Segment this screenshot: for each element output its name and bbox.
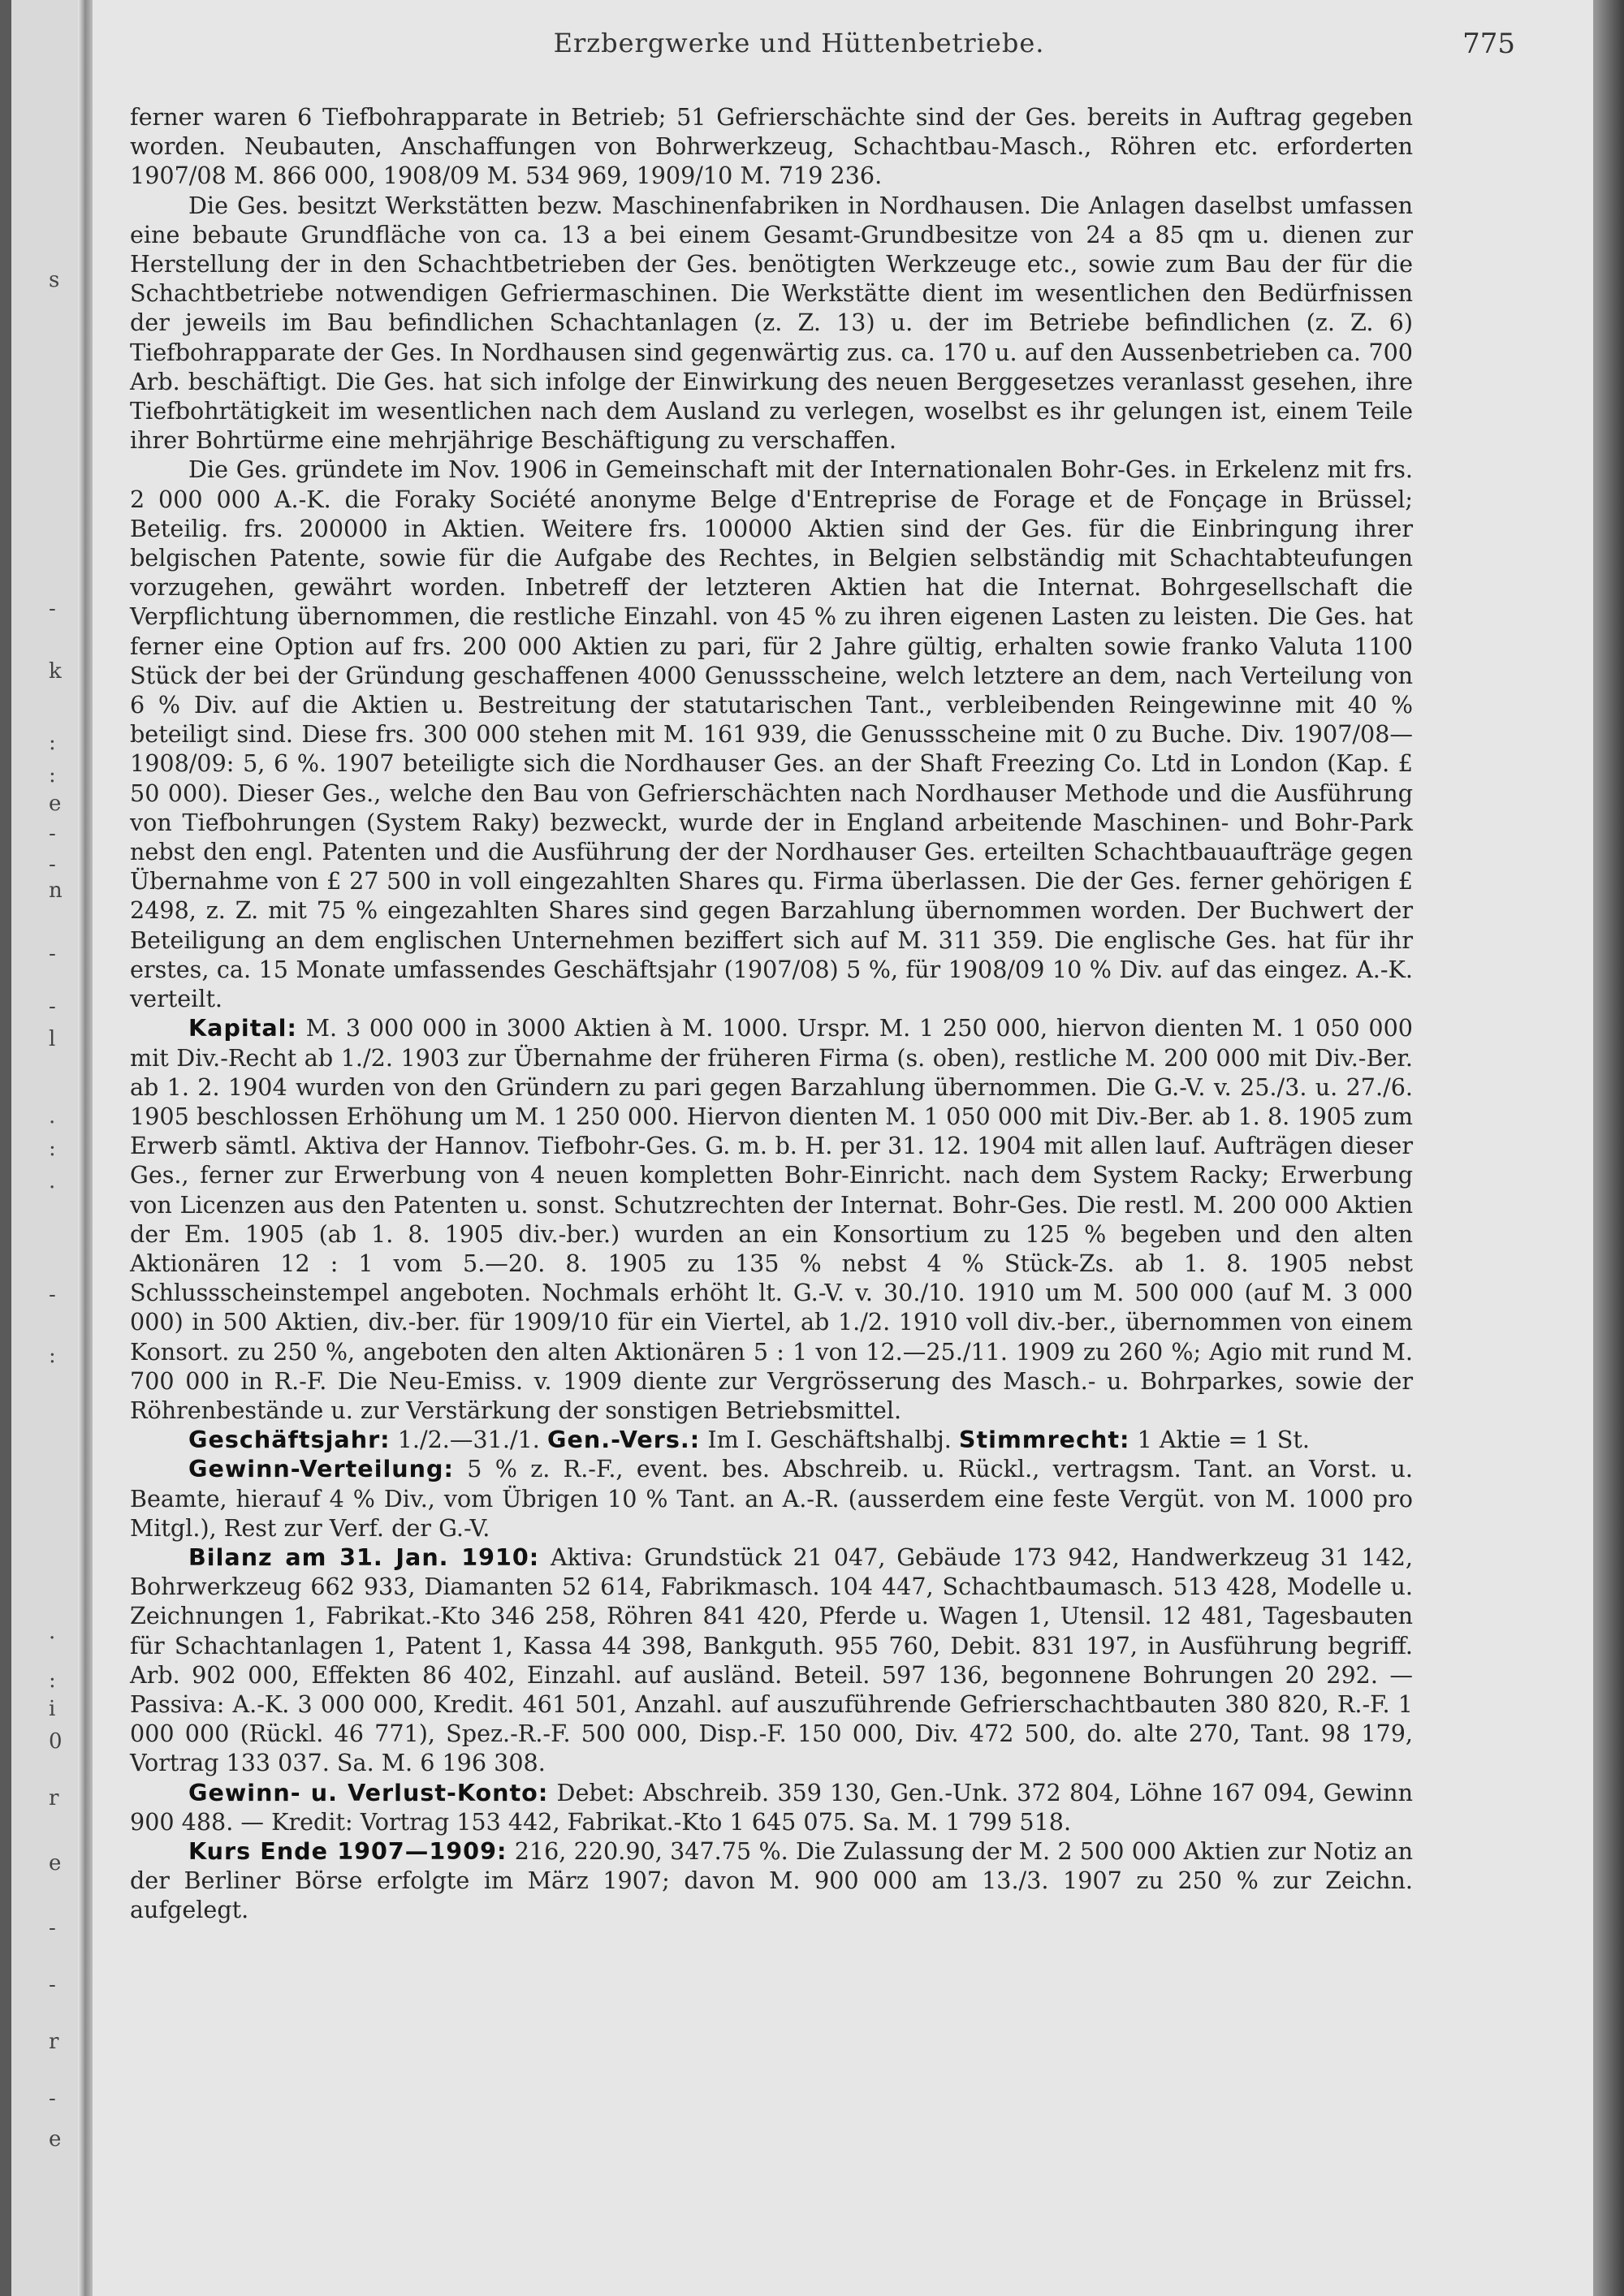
section-heading: Gewinn-Verteilung:	[188, 1455, 454, 1483]
running-header	[93, 28, 1593, 68]
margin-fragment: n	[49, 878, 63, 903]
paragraph-text: Die Ges. gründete im Nov. 1906 in Gemeinschaft mit der Internationalen Bohr-Ges. in Erkelenz mit frs. 2 000 000 A.-K. die Foraky Société anonyme Belge d'Entreprise de Forage et de Fonçage in Brüssel; Beteilig. frs. 200000 in Aktien. Weitere frs. 100000 Aktien sind der Ges. für die Einbringung ihrer belgischen Patente, sowie für die Aufgabe des Rechtes, in Belgien selbständig mit Schachtabteufungen vorzugehen, gewährt worden. Inbetreff der letzteren Aktien hat die Internat. Bohrgesellschaft die Verpflichtung übernommen, die restliche Einzahl. von 45 % zu ihren eigenen Lasten zu leisten. Die Ges. hat ferner eine Option auf frs. 200 000 Aktien zu pari, für 2 Jahre gültig, erhalten sowie franko Valuta 1100 Stück der bei der Gründung geschaffenen 4000 Genussscheine, welch letztere an dem, nach Verteilung von 6 % Div. auf die Aktien u. Bestreitung der statutarischen Tant., verbleibenden Reingewinne mit 40 % beteiligt sind. Diese frs. 300 000 stehen mit M. 161 939, die Genussscheine mit 0 zu Buche. Div. 1907/08—1908/09: 5, 6 %. 1907 beteiligte sich die Nordhauser Ges. an der Shaft Freezing Co. Ltd in London (Kap. £ 50 000). Dieser Ges., welche den Bau von Gefrierschächten nach Nordhauser Methode und die Ausführung von Tiefbohrungen (System Raky) bezweckt, wurde der in England arbeitende Maschinen- und Bohr-Park nebst den engl. Patenten und die Ausführung der der Nordhauser Ges. erteilten Schachtbauaufträge gegen Übernahme von £ 27 500 in voll eingezahlten Shares qu. Firma überlassen. Die der Ges. ferner gehörigen £ 2498, z. Z. mit 75 % eingezahlten Shares sind gegen Barzahlung übernommen worden. Der Buchwert der Beteiligung an dem englischen Unternehmen beziffert sich auf M. 311 359. Die englische Ges. hat für ihr erstes, ca. 15 Monate umfassendes Geschäftsjahr (1907/08) 5 %, für 1908/09 10 % Div. auf das eingez. A.-K. verteilt.	[130, 455, 1413, 1013]
section-heading: Kurs Ende 1907—1909:	[188, 1836, 508, 1865]
facing-page-margin-fragments	[0, 0, 78, 2296]
margin-fragment: e	[49, 792, 62, 816]
margin-fragment: k	[49, 659, 62, 684]
margin-fragment: .	[49, 1104, 56, 1129]
margin-fragment: :	[49, 763, 56, 788]
margin-fragment: :	[49, 1344, 56, 1368]
margin-fragment: i	[49, 1697, 56, 1721]
paragraph-text: Die Ges. besitzt Werkstätten bezw. Maschinenfabriken in Nordhausen. Die Anlagen daselbst umfassen eine bebaute Grundfläche von ca. 13 a bei einem Gesamt-Grundbesitze von 24 a 85 qm u. dienen zur Herstellung der in den Schachtbetrieben der Ges. benötigten Werkzeuge etc., sowie zum Bau der für die Schachtbetriebe notwendigen Gefriermaschinen. Die Werkstätte dient im wesentlichen den Bedürfnissen der jeweils im Bau befindlichen Schachtanlagen (z. Z. 13) u. der im Betriebe befindlichen (z. Z. 6) Tiefbohrapparate der Ges. In Nordhausen sind gegenwärtig zus. ca. 170 u. auf den Aussenbetrieben ca. 700 Arb. beschäftigt. Die Ges. hat sich infolge der Einwirkung des neuen Berggesetzes veranlasst gesehen, ihre Tiefbohrtätigkeit im wesentlichen nach dem Ausland zu verlegen, woselbst es ihr gelungen ist, einem Teile ihrer Bohrtürme eine mehrjährige Beschäftigung zu verschaffen.	[130, 191, 1413, 455]
section-bilanz	[130, 1543, 1413, 1778]
section-heading: Stimmrecht:	[958, 1426, 1130, 1454]
margin-fragment: .	[49, 1620, 56, 1644]
margin-fragment: -	[49, 822, 56, 846]
section-text: 1 Aktie = 1 St.	[1137, 1426, 1310, 1454]
scan-right-edge	[1593, 0, 1624, 2296]
section-geschaeftsjahr	[130, 1425, 1413, 1454]
margin-fragment: :	[49, 731, 56, 755]
section-text: Aktiva: Grundstück 21 047, Gebäude 173 942, Handwerkzeug 31 142, Bohrwerkzeug 662 933, Diamanten 52 614, Fabrikmasch. 104 447, Schachtbaumasch. 513 428, Modelle u. Zeichnungen 1, Fabrikat.-Kto 346 258, Röhren 841 420, Pferde u. Wagen 1, Utensil. 12 481, Tagesbauten für Schachtanlagen 1, Patent 1, Kassa 44 398, Bankguth. 955 760, Debit. 831 197, in Ausführung begriff. Arb. 902 000, Effekten 86 402, Einzahl. auf ausländ. Beteil. 597 136, begonnene Bohrungen 20 292. — Passiva: A.-K. 3 000 000, Kredit. 461 501, Anzahl. auf auszuführende Gefrierschachtbauten 380 820, R.-F. 1 000 000 (Rückl. 46 771), Spez.-R.-F. 500 000, Disp.-F. 150 000, Div. 472 500, do. alte 270, Tant. 98 179, Vortrag 133 037. Sa. M. 6 196 308.	[130, 1543, 1413, 1777]
section-heading: Gewinn- u. Verlust-Konto:	[188, 1778, 549, 1806]
section-gewinn-verteilung	[130, 1454, 1413, 1543]
margin-fragment: :	[49, 1137, 56, 1161]
margin-fragment: e	[49, 2127, 62, 2151]
margin-fragment: -	[49, 852, 56, 877]
section-text: Debet: Abschreib. 359 130, Gen.-Unk. 372 804, Löhne 167 094, Gewinn 900 488. — Kredit: Vortrag 153 442, Fabrikat.-Kto 1 645 075. Sa. M. 1 799 518.	[130, 1778, 1414, 1836]
margin-fragment: -	[49, 942, 56, 966]
margin-fragment: -	[49, 1283, 56, 1307]
margin-fragment: l	[49, 1027, 56, 1051]
margin-fragment: .	[49, 1169, 56, 1193]
section-heading: Geschäftsjahr:	[188, 1426, 391, 1454]
article-body	[130, 102, 1413, 1925]
margin-fragment: r	[49, 1786, 59, 1810]
margin-fragment: -	[49, 597, 56, 621]
book-gutter	[78, 0, 93, 2296]
section-kapital	[130, 1013, 1413, 1425]
section-heading: Gen.-Vers.:	[546, 1426, 701, 1454]
paragraph-text: ferner waren 6 Tiefbohrapparate in Betrieb; 51 Gefrierschächte sind der Ges. bereits in Auftrag gegeben worden. Neubauten, Anschaffungen von Bohrwerkzeug, Schachtbau-Masch., Röhren etc. erforderten 1907/08 M. 866 000, 1908/09 M. 534 969, 1909/10 M. 719 236.	[130, 103, 1413, 190]
paragraph-workshops	[130, 191, 1413, 455]
paragraph-foraky	[130, 455, 1413, 1013]
running-title: Erzbergwerke und Hüttenbetriebe.	[553, 28, 1045, 58]
section-kurs	[130, 1836, 1413, 1925]
section-text: 216, 220.90, 347.75 %. Die Zulassung der M. 2 500 000 Aktien zur Notiz an der Berliner Börse erfolgte im März 1907; davon M. 900 000 am 13./3. 1907 zu 250 % zur Zeichn. aufgelegt.	[130, 1836, 1413, 1924]
section-heading: Bilanz am 31. Jan. 1910:	[188, 1543, 540, 1571]
section-gewinn-verlust-konto	[130, 1778, 1413, 1836]
section-text: Im I. Geschäftshalbj.	[707, 1426, 952, 1454]
section-text: M. 3 000 000 in 3000 Aktien à M. 1000. Urspr. M. 1 250 000, hiervon dienten M. 1 050 000 mit Div.-Recht ab 1./2. 1903 zur Übernahme der früheren Firma (s. oben), restliche M. 200 000 mit Div.-Ber. ab 1. 2. 1904 wurden von den Gründern zu pari gegen Barzahlung übernommen. Die G.-V. v. 25./3. u. 27./6. 1905 beschlossen Erhöhung um M. 1 250 000. Hiervon dienten M. 1 050 000 mit Div.-Ber. ab 1. 8. 1905 zum Erwerb sämtl. Aktiva der Hannov. Tiefbohr-Ges. G. m. b. H. per 31. 12. 1904 mit allen lauf. Aufträgen dieser Ges., ferner zur Erwerbung von 4 neuen kompletten Bohr-Einricht. nach dem System Racky; Erwerbung von Licenzen aus den Patenten u. sonst. Schutzrechten der Internat. Bohr-Ges. Die restl. M. 200 000 Aktien der Em. 1905 (ab 1. 8. 1905 div.-ber.) wurden an ein Konsortium zu 125 % begeben und den alten Aktionären 12 : 1 vom 5.—20. 8. 1905 zu 135 % nebst 4 % Stück-Zs. ab 1. 8. 1905 nebst Schlussscheinstempel angeboten. Nochmals erhöht lt. G.-V. v. 30./10. 1910 um M. 500 000 (auf M. 3 000 000) in 500 Aktien, div.-ber. für 1909/10 für ein Viertel, ab 1./2. 1910 voll div.-ber., übernommen von einem Konsort. zu 250 %, angeboten den alten Aktionären 5 : 1 von 12.—25./11. 1909 zu 260 %; Agio mit rund M. 700 000 in R.-F. Die Neu-Emiss. v. 1909 diente zur Vergrösserung des Masch.- u. Bohrparkes, sowie der Röhrenbestände u. zur Verstärkung der sonstigen Betriebsmittel.	[130, 1014, 1413, 1424]
margin-fragment: e	[49, 1851, 62, 1875]
section-heading: Kapital:	[188, 1014, 297, 1042]
margin-fragment: -	[49, 1973, 56, 1997]
margin-fragment: -	[49, 2087, 56, 2111]
margin-fragment: s	[49, 268, 60, 292]
margin-fragment: r	[49, 2030, 59, 2054]
section-text: 1./2.—31./1.	[397, 1426, 540, 1454]
margin-fragment: -	[49, 995, 56, 1019]
margin-fragment: -	[49, 1916, 56, 1940]
paragraph-continuation	[130, 102, 1413, 191]
section-text: 5 % z. R.-F., event. bes. Abschreib. u. Rückl., vertragsm. Tant. an Vorst. u. Beamte, hierauf 4 % Div., vom Übrigen 10 % Tant. an A.-R. (ausserdem eine feste Vergüt. von M. 1000 pro Mitgl.), Rest zur Verf. der G.-V.	[130, 1455, 1414, 1542]
margin-fragment: :	[49, 1668, 56, 1693]
margin-fragment: 0	[49, 1729, 63, 1754]
page-number: 775	[1462, 28, 1515, 60]
